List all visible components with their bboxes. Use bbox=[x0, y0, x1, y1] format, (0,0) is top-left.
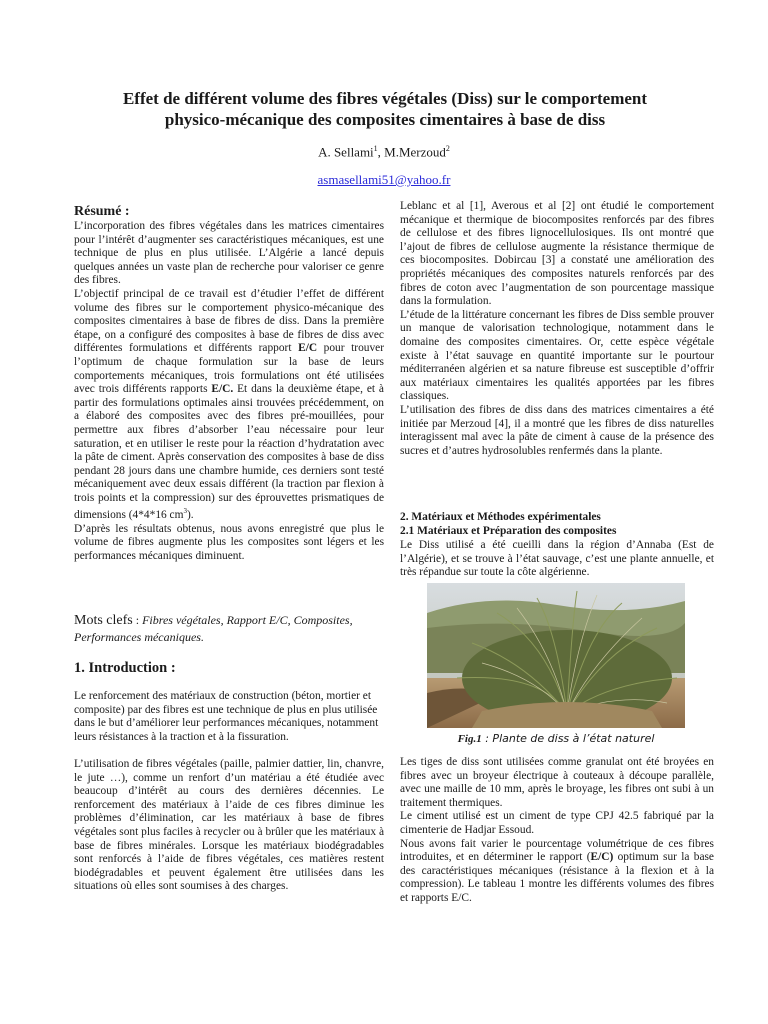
materials-text: optimum sur la base des caractéristiques mécaniques (résistance à la flexion et à la compression). Le tableau 1 montre les différents volumes des fibres et rapports E/C. bbox=[400, 851, 714, 904]
ec-ratio-term: E/C. bbox=[211, 383, 234, 396]
ec-ratio-term: E/C bbox=[298, 342, 318, 355]
diss-plant-image bbox=[427, 583, 685, 728]
figure-1-label: Fig.1 bbox=[457, 733, 482, 745]
introduction-paragraph-1: Le renforcement des matériaux de construction (béton, mortier et composite) par des fibres est une technique de plus en plus utilisée dans le but d’améliorer leur performances mécaniques, notamment leurs résistances à la traction et à la fissuration. bbox=[74, 690, 379, 743]
abstract bbox=[74, 220, 384, 564]
literature-review bbox=[400, 200, 714, 458]
abstract-heading: Résumé : bbox=[74, 204, 130, 219]
literature-paragraph-1: Leblanc et al [1], Averous et al [2] ont étudié le comportement mécanique et thermique de biocomposites renforcés par des fibres de cellulose et des fibres lignocellulosiques. Ils ont montré que l’ajout de fibres de cellulose augmente la résistance thermique de ces biocomposites. Dobircau [3] a constaté une amélioration des propriétés mécaniques des composites naturels renforcés par des fibres de coton avec l’augmentation de son pourcentage massique dans la formulation. bbox=[400, 200, 714, 308]
materials-methods-heading: 2. Matériaux et Méthodes expérimentales bbox=[400, 511, 601, 523]
paper-title bbox=[60, 88, 710, 130]
keywords-separator: : bbox=[132, 613, 143, 627]
keywords bbox=[74, 612, 384, 645]
materials-paragraph-2: Les tiges de diss sont utilisées comme granulat ont été broyées en fibres avec un broyeur électrique à couteaux à découpe parallèle, avec une maille de 10 mm, après le broyage, les fibres ont subi à un traitement thermiques. bbox=[400, 756, 714, 809]
introduction-paragraph-2: L’utilisation de fibres végétales (paille, palmier dattier, lin, chanvre, le jute …), comme un renfort d’un matériau a été étudiée avec beaucoup d’intérêt au cours des dernières décennies. Le renforcement des matériaux à l’aide de ces fibres diminue les problèmes d’élimination, car les matériaux à base de fibres végétales sont plus faciles à recycler ou à brûler que les matériaux à base de fibres minérales. Lorsque les matériaux biodégradables sont renforcés à l’aide de fibres végétales, ces matières restent biodégradables et peuvent également être utilisées dans les situations où elles sont soumises à des charges. bbox=[74, 758, 384, 893]
ec-ratio-term: E/C) bbox=[590, 851, 614, 864]
title-line-1: Effet de différent volume des fibres végétales (Diss) sur le comportement bbox=[122, 89, 648, 108]
keywords-label: Mots clefs bbox=[74, 613, 133, 628]
author-2-affiliation: 2 bbox=[445, 144, 450, 153]
materials-body bbox=[400, 756, 714, 906]
literature-paragraph-3: L’utilisation des fibres de diss dans des matrices cimentaires a été initiée par Merzoud [4], il a montré que les fibres de diss naturelles interagissent mal avec la pâte de ciment à cause de la présence des sucres et d’autres hydrosolubles renfermés dans la plante. bbox=[400, 403, 714, 457]
abstract-paragraph-3: D’après les résultats obtenus, nous avons enregistré que plus le volume de fibres augmente plus les composites sont légers et les performances mécaniques diminuent. bbox=[74, 522, 384, 563]
materials-paragraph-3: Le ciment utilisé est un ciment de type CPJ 42.5 fabriqué par la cimenterie de Hadjar Essoud. bbox=[400, 810, 714, 836]
title-line-2: physico-mécanique des composites cimentaires à base de diss bbox=[164, 110, 606, 129]
materials-paragraph-1: Le Diss utilisé a été cueilli dans la région d’Annaba (Est de l’Algérie), et se trouve à l’état sauvage, c’est une plante annuelle, et très répandue sur toute la côte algérienne. bbox=[400, 539, 714, 579]
authors bbox=[0, 144, 768, 160]
abstract-text: L’objectif principal de ce travail est d’étudier l’effet de différent volume des fibres sur le comportement physico-mécanique des composites cimentaires à base de fibres de diss. Dans la première étape, on a configuré des composites à base de fibres de diss avec différentes formulations et différents rapport bbox=[74, 287, 384, 355]
diss-plant-photo bbox=[427, 583, 685, 728]
introduction-heading: 1. Introduction : bbox=[74, 660, 176, 676]
abstract-paragraph-1: L’incorporation des fibres végétales dans les matrices cimentaires pour l’intérêt d’augmenter ses caractéristiques mécaniques, est une technique de plus en plus utilisée. L’Algérie a lancé depuis quelques années un vaste plan de recherche pour valoriser ce genre des fibres. bbox=[74, 220, 384, 287]
author-email-link[interactable]: asmasellami51@yahoo.fr bbox=[317, 172, 451, 187]
materials-paragraph-4 bbox=[400, 838, 714, 906]
author-1: A. Sellami bbox=[318, 144, 374, 160]
abstract-text: ). bbox=[186, 509, 194, 522]
abstract-text: pour trouver l’optimum de chaque formulation sur la base de leurs comportements mécaniques, trois formulations ont été utilisées avec trois différents rapports bbox=[74, 342, 384, 396]
author-1-affiliation: 1 bbox=[373, 144, 378, 153]
literature-paragraph-2: L’étude de la littérature concernant les fibres de Diss semble prouver un manque de valorisation technologique, notamment dans le domaine des composites cimentaires. Or, cette espèce végétale existe à l’état sauvage en quantité importante sur le pourtour méditerranéen algérien et sa nature fibreuse est susceptible d’offrir aux matériaux cimentaires les qualités apportées par les fibres classiques. bbox=[400, 308, 714, 403]
figure-1-caption-text: : Plante de diss à l’état naturel bbox=[481, 732, 655, 745]
subsection-2-1-heading: 2.1 Matériaux et Préparation des composites bbox=[400, 524, 617, 537]
section-2-heading bbox=[400, 511, 714, 538]
unit-superscript: 3 bbox=[183, 507, 187, 516]
materials-text: Nous avons fait varier le pourcentage volumétrique de ces fibres introduites, et en déterminer le rapport ( bbox=[400, 837, 714, 864]
abstract-paragraph-2 bbox=[74, 288, 384, 523]
abstract-text: Et dans la deuxième étape, et à partir des formulations optimales ainsi trouvées précédemment, on a élaboré des composites avec des fibres pré-mouillées, pour permettre aux fibres d’absorber l’eau nécessaire pour leur saturation, et en utiliser le reste pour la réaction d’hydratation avec la pâte de ciment. Après conservation des composites à base de diss pendant 28 jours dans une chambre humide, ces derniers sont testé mécaniquement avec deux essais différent (la traction par flexion à trois points et la compression) sur des éprouvettes prismatiques de dimensions (4*4*16 cm bbox=[74, 383, 384, 522]
keywords-list: Fibres végétales, Rapport E/C, Composites, Performances mécaniques. bbox=[74, 613, 353, 644]
author-2: , M.Merzoud bbox=[377, 144, 446, 160]
figure-1-caption bbox=[0, 732, 768, 745]
